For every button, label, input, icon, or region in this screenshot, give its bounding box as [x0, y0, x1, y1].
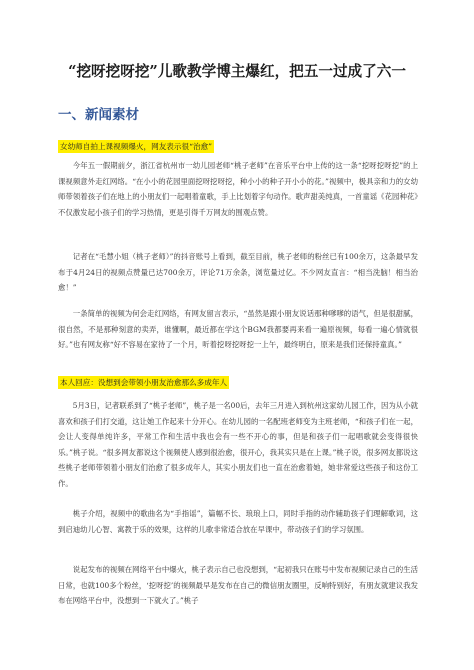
paragraph-1: 今年五一假期前夕，浙江省杭州市一幼儿园老师“桃子老师”在音乐平台中上传的这一条“挖呀挖呀挖”的上课视频意外走红网络。“在小小的花园里面挖呀挖呀挖，种小小的种子开小小的花。”视频中，极具亲和力的女幼师带领着孩子们在地上的小朋友们一起唱着童歌，手上比划着字句动作。歌声甜美纯真，一首童谣《花园种花》不仅激发起小孩子们的学习热情，更是引得千万网友的围观点赞。 — [58, 161, 418, 217]
highlight-subheading-1: 女幼师自拍上课视频爆火，网友表示很“治愈” — [60, 142, 213, 151]
section-heading: 一、新闻素材 — [58, 107, 139, 123]
paragraph-3: 一条简单的视频为何会走红网络，有网友留言表示，“虽然是跟小朋友说话那种嗲嗲的语气，但是很甜腻，很自然，不是那种刻意的卖弄，谁懂啊，最近都在学这个BGM我都要再来看一遍原视频，每看一遍心情就很好。”也有网友称“好不容易在家待了一个月，听着挖呀挖呀挖一上午，最终明白，原来是我们还保持童真。” — [58, 309, 418, 350]
article-title: “挖呀挖呀挖”儿歌教学博主爆红，把五一过成了六一 — [68, 63, 406, 80]
paragraph-4: 5月3日，记者联系到了“桃子老师”，桃子是一名00后，去年三月进入到杭州这家幼儿园工作，因为从小就喜欢和孩子们打交道，这让她工作起来十分开心。在幼儿园的一名配班老师变为主班老师，“和孩子们在一起，会让人变得单纯许多，平常工作和生活中我也会有一些不开心的事，但是和孩子们一起唱歌就会变得很快乐。”桃子说。“很多网友都说这个视频使人感到很治愈，很开心，我其实只是在上课。”桃子说，很多网友都说这些桃子老师带领着小朋友们治愈了很多成年人，其实小朋友们也一直在治愈着她，她非常爱这些孩子和这份工作。 — [58, 401, 418, 488]
paragraph-6: 说起发布的视频在网络平台中爆火，桃子表示自己也没想到，“起初我只在账号中发布视频记录自己的生活日常，也就100多个粉丝，‘挖呀挖’的视频最早是发布在自己的微信朋友圈里，反响特别好，有朋友就建议我发布在网络平台中，没想到一下就火了。”桃子 — [58, 565, 418, 606]
highlight-subheading-2: 本人回应：没想到会带领小朋友治愈那么多成年人 — [60, 378, 228, 387]
paragraph-5: 桃子介绍，视频中的歌曲名为“手指谣”，篇幅不长、琅琅上口，同时手指的动作辅助孩子们理解歌词，这到启迪幼儿心智、寓教于乐的效果，这样的儿歌非常适合放在早课中，带动孩子们的学习氛围。 — [58, 509, 418, 534]
paragraph-2: 记者在“毛慧小姐（桃子老师）”的抖音账号上看到，截至目前，桃子老师的粉丝已有100余万，这条最早发布于4月24日的视频点赞量已达700余万，评论71万余条，浏览量过亿。不少网友直言：“相当洗脑！相当治愈！” — [58, 252, 418, 293]
